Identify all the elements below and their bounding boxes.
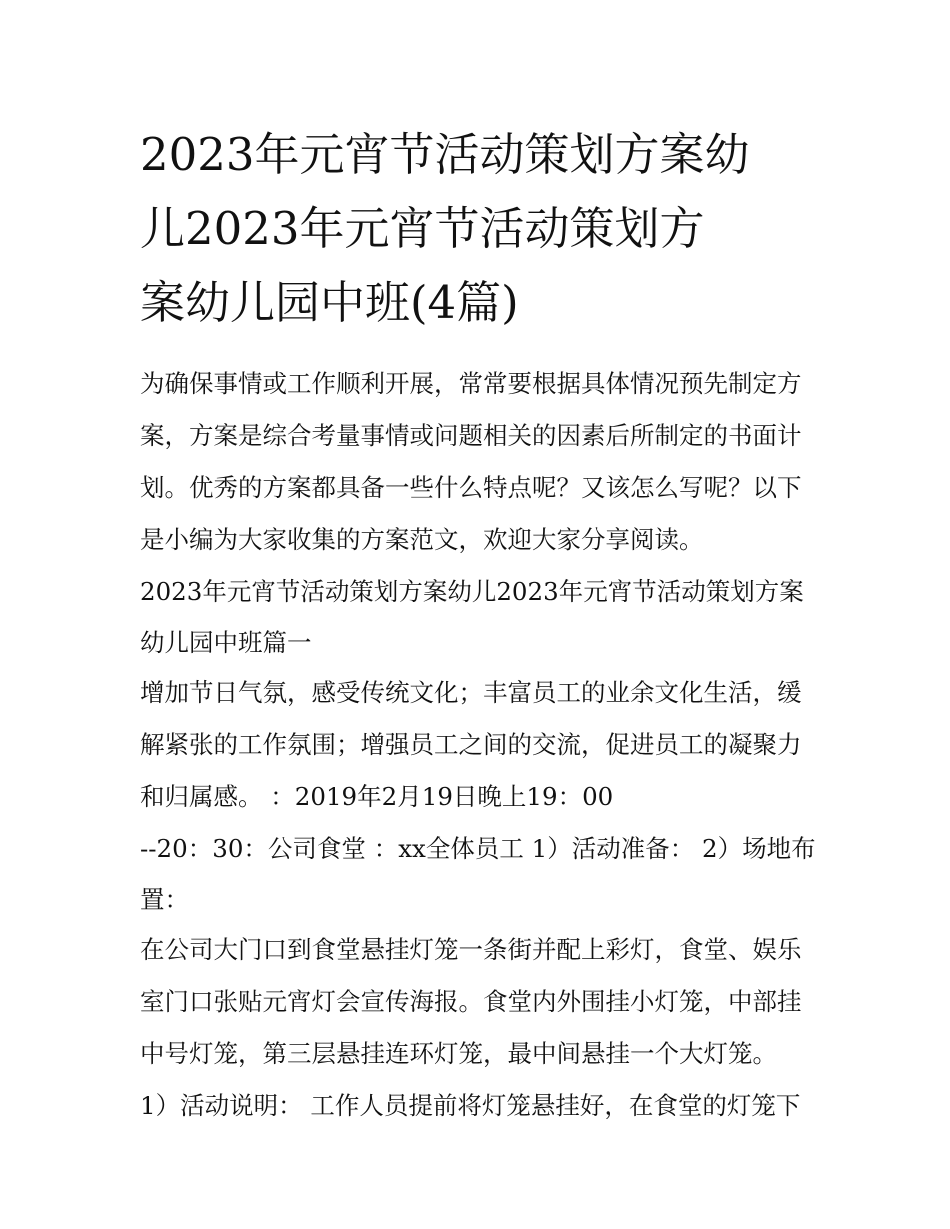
paragraph-line-4: --20：30：公司食堂 ：xx全体员工 1）活动准备： 2）场地布 <box>140 834 816 863</box>
paragraph-line-1: 增加节日气氛，感受传统文化；丰富员工的业余文化生活，缓 <box>140 678 802 707</box>
section-heading-line-1: 2023年元宵节活动策划方案幼儿2023年元宵节活动策划方案 <box>140 577 804 606</box>
paragraph-line-9: 1）活动说明： 工作人员提前将灯笼悬挂好，在食堂的灯笼下 <box>140 1091 801 1120</box>
title-line-3: 案幼儿园中班(4篇) <box>140 276 519 329</box>
title-line-1: 2023年元宵节活动策划方案幼 <box>140 128 750 181</box>
intro-line-1: 为确保事情或工作顺利开展，常常要根据具体情况预先制定方 <box>140 369 802 398</box>
title-line-2: 儿2023年元宵节活动策划方 <box>140 202 705 255</box>
intro-line-4: 是小编为大家收集的方案范文，欢迎大家分享阅读。 <box>140 525 704 554</box>
document-body <box>140 358 820 1132</box>
paragraph-line-7: 室门口张贴元宵灯会宣传海报。食堂内外围挂小灯笼，中部挂 <box>140 987 802 1016</box>
paragraph-line-5: 置： <box>140 885 189 914</box>
paragraph-line-3: 和归属感。 ：2019年2月19日晚上19：00 <box>140 782 614 811</box>
section-heading-line-2: 幼儿园中班篇一 <box>140 628 312 657</box>
document-title <box>140 118 820 340</box>
paragraph-line-8: 中号灯笼，第三层悬挂连环灯笼，最中间悬挂一个大灯笼。 <box>140 1039 777 1068</box>
intro-line-2: 案，方案是综合考量事情或问题相关的因素后所制定的书面计 <box>140 421 802 450</box>
paragraph-line-6: 在公司大门口到食堂悬挂灯笼一条街并配上彩灯，食堂、娱乐 <box>140 935 802 964</box>
intro-line-3: 划。优秀的方案都具备一些什么特点呢？又该怎么写呢？以下 <box>140 473 802 502</box>
paragraph-line-2: 解紧张的工作氛围；增强员工之间的交流，促进员工的凝聚力 <box>140 730 802 759</box>
